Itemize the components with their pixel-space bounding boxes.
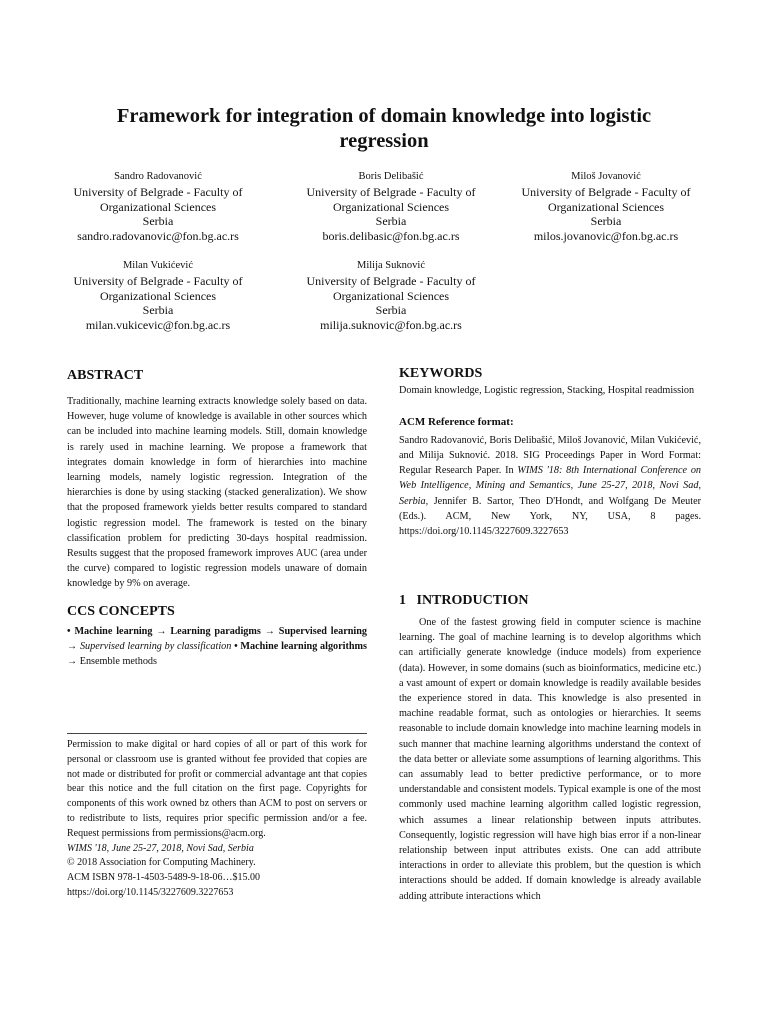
section-number: 1 (399, 593, 406, 608)
author-country: Serbia (375, 303, 407, 318)
introduction-text: One of the fastest growing field in computer science is machine learning. The goal of machine learning is to develop algorithms which can artificially generate knowledge (induce models) from experience (data). However, in some domains (such as bioinformatics, medicine etc.) a vast amount of expert or domain knowledge is readily available besides the experience stored in data. This knowledge is also presented in machine readable format, such as ontologies or hierarchies. It seems reasonable to include domain knowledge into machine learning models in such manner that machine learning algorithms understand the context of the data better or alleviate some assumptions of learning algorithms. This can assumably lead to better predictive performance, or to more understandable and consistent models. Typical example is one of the most commonly used machine learning algorithm called logistic regression, which assumes a linear relationship between inputs attributes. Consequently, logistic regression will have high bias error if a non-linear relationship between input attributes exists. One can add attribute interactions in order to alleviate this problem, but the question is which interactions should be added. If domain knowledge is already available adding attribute interactions which (399, 617, 701, 902)
author-name: Milan Vukićević (122, 260, 194, 271)
footnote-divider (67, 733, 367, 734)
author-email: boris.delibasic@fon.bg.ac.rs (322, 229, 460, 244)
author-name: Milija Suknović (357, 260, 425, 271)
author-affiliation: University of Belgrade - Faculty of (306, 273, 476, 288)
author-name: Sandro Radovanović (114, 171, 202, 182)
author-affiliation: Organizational Sciences (99, 288, 217, 303)
reference-heading: ACM Reference format: (399, 415, 514, 428)
author-email: milan.vukicevic@fon.bg.ac.rs (85, 318, 231, 333)
author-email: sandro.radovanovic@fon.bg.ac.rs (77, 229, 239, 244)
author-affiliation: University of Belgrade - Faculty of (73, 273, 243, 288)
author-block (43, 170, 273, 244)
author-email: milija.suknovic@fon.bg.ac.rs (320, 318, 462, 333)
keywords-text: Domain knowledge, Logistic regression, Stacking, Hospital readmission (399, 385, 695, 396)
author-affiliation: Organizational Sciences (332, 199, 450, 214)
author-country: Serbia (375, 214, 407, 229)
author-block (491, 170, 721, 244)
section-heading (399, 593, 701, 609)
isbn-line (67, 871, 367, 886)
conference-venue: WIMS '18, June 25-27, 2018, Novi Sad, Serbia (67, 842, 254, 854)
ccs-concept-path: • Machine learning algorithms → (67, 640, 368, 668)
author-block (276, 259, 506, 333)
author-email: milos.jovanovic@fon.bg.ac.rs (533, 229, 679, 244)
doi-link[interactable]: https://doi.org/10.1145/3227609.3227653 (67, 886, 234, 898)
reference-text: Sandro Radovanović, Boris Delibašić, Miloš Jovanović, Milan Vukićević, and Milija Suknović. 2018. SIG Proceedings Paper in Word Format: Regular Research Paper. In WIMS '18: 8th International Conference on Web Intelligence, Mining and Semantics, June 25-27, 2018, Novi Sad, Serbia, Jennifer B. Sartor, Theo D'Hondt, and Wolfgang De Meuter (Eds.). ACM, New York, NY, USA, 8 pages. https://doi.org/10.1145/3227609.3227653 (399, 434, 702, 538)
author-affiliation: University of Belgrade - Faculty of (521, 184, 691, 199)
abstract-heading: ABSTRACT (67, 368, 144, 383)
author-country: Serbia (590, 214, 622, 229)
author-name: Miloš Jovanović (571, 171, 641, 182)
ccs-concept-path: • Machine learning → Learning paradigms → Supervised learning → (67, 625, 367, 652)
author-affiliation: University of Belgrade - Faculty of (306, 184, 476, 199)
isbn-value: 978-1-4503-5489-9-18-06…$15.00 (117, 872, 261, 884)
left-column (67, 368, 367, 669)
ccs-concept-leaf: Ensemble methods (79, 656, 157, 668)
permission-notice: Permission to make digital or hard copies of all or part of this work for personal or classroom use is granted without fee provided that copies are not made or distributed for profit or commercial advantage ant that copies bear this notice and the full citation on the first page. Copyrights for components of this work owned bz others than ACM to post on servers or to redistribute to lists, requires prior specific permission and/or a fee. Request permissions from permissions@acm.org. (67, 739, 367, 839)
author-country: Serbia (142, 214, 174, 229)
ccs-concept-leaf: Supervised learning by classification (79, 640, 232, 652)
right-column (399, 366, 701, 539)
reference-venue: WIMS '18: 8th International Conference on Web Intelligence, Mining and Semantics, June 25-27, 2018, Novi Sad, Serbia, (399, 465, 702, 507)
author-affiliation: University of Belgrade - Faculty of (73, 184, 243, 199)
author-name: Boris Delibašić (358, 171, 424, 182)
introduction-section (399, 593, 701, 904)
author-affiliation: Organizational Sciences (99, 199, 217, 214)
permission-block (67, 738, 367, 901)
section-title: INTRODUCTION (416, 593, 529, 608)
keywords-heading: KEYWORDS (399, 366, 483, 381)
author-block (43, 259, 273, 333)
author-affiliation: Organizational Sciences (332, 288, 450, 303)
paper-title: Framework for integration of domain knowledge into logistic regression (116, 105, 652, 152)
copyright-line: © 2018 Association for Computing Machinery. (67, 857, 256, 869)
abstract-text: Traditionally, machine learning extracts knowledge solely based on data. However, huge volume of knowledge is available in other sources which can be included into machine learning models. Still, domain knowledge is rarely used in machine learning. We propose a framework that integrates domain knowledge in form of hierarchies into machine learning models, namely logistic regression. Integration of the hierarchies is done by using stacking (stacked generalization). We show that the proposed framework yields better results compared to standard logistic regression model. The framework is tested on the binary classification problem for predicting 30-days hospital readmission. Results suggest that the proposed framework improves AUC (area under the curve) compared to logistic regression models unaware of domain knowledge by 9% on average. (67, 396, 367, 590)
ccs-heading: CCS CONCEPTS (67, 603, 175, 619)
isbn-label: ACM ISBN (67, 872, 116, 884)
ccs-concepts (67, 624, 367, 670)
author-affiliation: Organizational Sciences (547, 199, 665, 214)
author-block (276, 170, 506, 244)
author-country: Serbia (142, 303, 174, 318)
